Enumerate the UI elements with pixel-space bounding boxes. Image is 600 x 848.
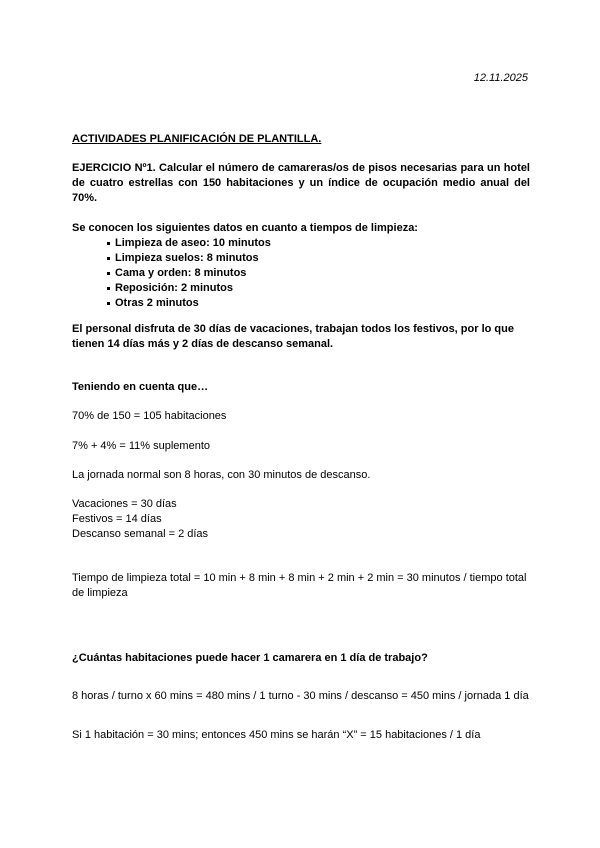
list-item: Festivos = 14 días <box>72 513 162 525</box>
cleaning-times-section <box>72 221 530 311</box>
document-date: 12.11.2025 <box>473 72 528 84</box>
total-cleaning-time: Tiempo de limpieza total = 10 min + 8 min + 8 min + 2 min + 2 min = 30 minutos / tiempo total de limpieza <box>72 572 527 599</box>
considering-heading: Teniendo en cuenta que… <box>72 381 209 393</box>
cleaning-times-list <box>72 236 530 311</box>
staff-note: El personal disfruta de 30 días de vacaciones, trabajan todos los festivos, por lo que tienen 14 días más y 2 días de descanso semanal. <box>72 323 514 350</box>
document-title: ACTIVIDADES PLANIFICACIÓN DE PLANTILLA. <box>72 133 322 145</box>
workday-note: La jornada normal son 8 horas, con 30 minutos de descanso. <box>72 469 371 481</box>
list-item: Cama y orden: 8 minutos <box>107 266 530 281</box>
list-item: Limpieza de aseo: 10 minutos <box>107 236 530 251</box>
list-item: Reposición: 2 minutos <box>107 281 530 296</box>
supplement-calc: 7% + 4% = 11% suplemento <box>72 440 210 452</box>
list-item: Vacaciones = 30 días <box>72 498 177 510</box>
cleaning-times-intro: Se conocen los siguientes datos en cuanto a tiempos de limpieza: <box>72 222 418 234</box>
rooms-calc: Si 1 habitación = 30 mins; entonces 450 mins se harán “X” = 15 habitaciones / 1 día <box>72 729 481 741</box>
list-item: Descanso semanal = 2 días <box>72 528 209 540</box>
list-item: Otras 2 minutos <box>107 296 530 311</box>
question-heading: ¿Cuántas habitaciones puede hacer 1 camarera en 1 día de trabajo? <box>72 652 428 664</box>
list-item: Limpieza suelos: 8 minutos <box>107 251 530 266</box>
occupancy-calc: 70% de 150 = 105 habitaciones <box>72 410 227 422</box>
days-off-list <box>72 497 208 542</box>
minutes-calc: 8 horas / turno x 60 mins = 480 mins / 1 turno - 30 mins / descanso = 450 mins / jornada 1 día <box>72 690 529 702</box>
exercise-statement: EJERCICIO Nº1. Calcular el número de camareras/os de pisos necesarias para un hotel de cuatro estrellas con 150 habitaciones y un índice de ocupación medio anual del 70%. <box>72 162 530 204</box>
